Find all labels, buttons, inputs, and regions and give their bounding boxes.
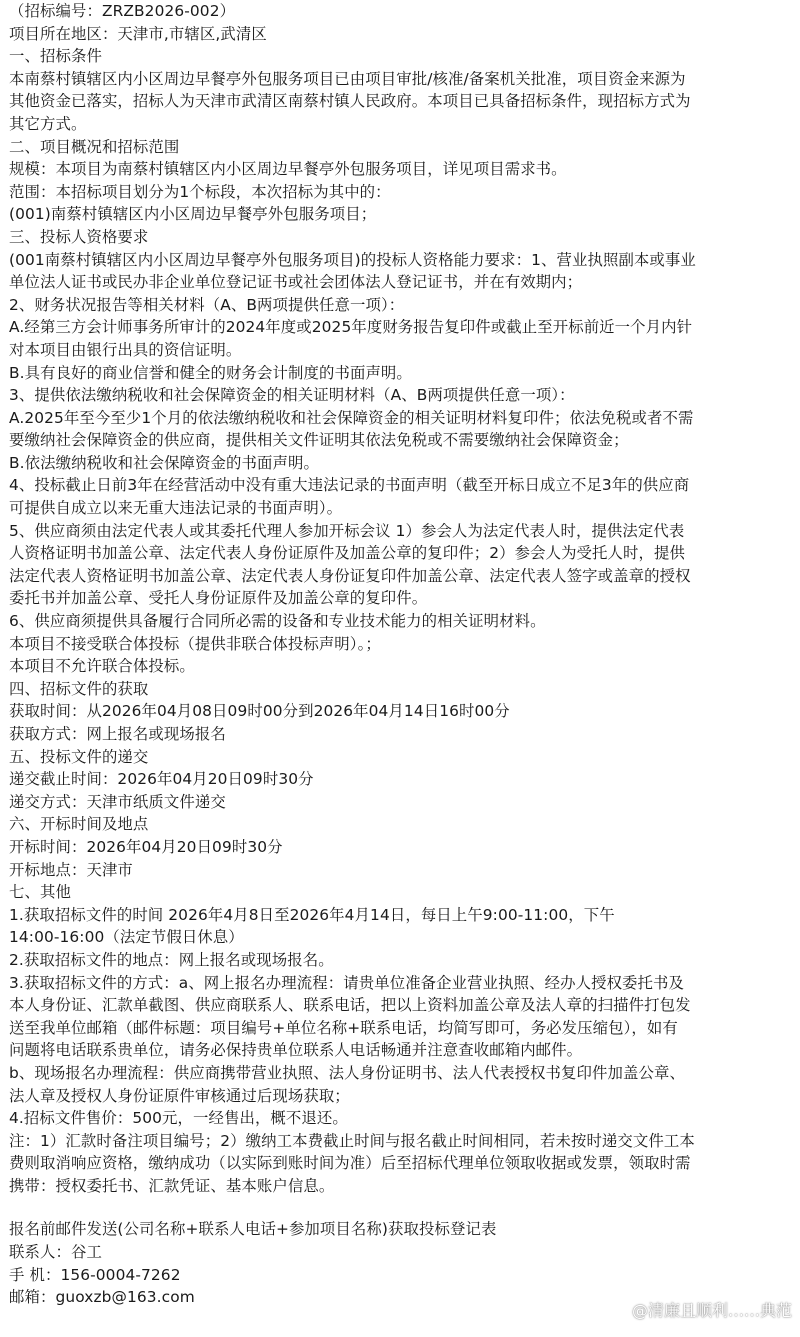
announcement-body <box>9 0 795 1197</box>
text-line: 递交截止时间：2026年04月20日09时30分 <box>9 770 314 789</box>
text-line: 委托书并加盖公章、受托人身份证原件及加盖公章的复印件。 <box>9 589 428 608</box>
text-line: 本南蔡村镇辖区内小区周边早餐亭外包服务项目已由项目审批/核准/备案机关批准，项目资金来源为 <box>9 69 686 88</box>
text-line: 其他资金已落实，招标人为天津市武清区南蔡村镇人民政府。本项目已具备招标条件，现招标方式为 <box>9 92 691 111</box>
text-line: 五、投标文件的递交 <box>9 747 149 766</box>
tender-announcement-document <box>9 0 795 1309</box>
text-line: 携带：授权委托书、汇款凭证、基本账户信息。 <box>9 1176 335 1195</box>
text-line: 二、项目概况和招标范围 <box>9 137 180 156</box>
text-line: 开标地点：天津市 <box>9 860 133 879</box>
contact-line: 手 机：156-0004-7262 <box>9 1265 181 1284</box>
contact-line: 邮箱：guoxzb@163.com <box>9 1288 195 1307</box>
text-line: 法定代表人资格证明书加盖公章、法定代表人身份证复印件加盖公章、法定代表人签字或盖章的授权 <box>9 566 691 585</box>
text-line: 获取时间：从2026年04月08日09时00分到2026年04月14日16时00分 <box>9 702 510 721</box>
text-line: （招标编号：ZRZB2026-002） <box>9 2 236 20</box>
text-line: 三、投标人资格要求 <box>9 227 149 246</box>
text-line: 6、供应商须提供具备履行合同所必需的设备和专业技术能力的相关证明材料。 <box>9 612 546 631</box>
text-line: A.经第三方会计师事务所审计的2024年度或2025年度财务报告复印件或截止至开标前近一个月内针 <box>9 318 693 337</box>
text-line: (001南蔡村镇辖区内小区周边早餐亭外包服务项目)的投标人资格能力要求：1、营业执照副本或事业 <box>9 250 696 269</box>
text-line: 2、财务状况报告等相关材料（A、B两项提供任意一项）： <box>9 295 405 314</box>
text-line: 规模：本项目为南蔡村镇辖区内小区周边早餐亭外包服务项目，详见项目需求书。 <box>9 160 567 179</box>
text-line: 要缴纳社会保障资金的供应商，提供相关文件证明其依法免税或不需要缴纳社会保障资金； <box>9 431 629 450</box>
text-line: (001)南蔡村镇辖区内小区周边早餐亭外包服务项目； <box>9 205 377 224</box>
text-line: 送至我单位邮箱（邮件标题：项目编号+单位名称+联系电话，均简写即可，务必发压缩包），如有 <box>9 1018 678 1037</box>
paragraph-gap <box>9 1197 795 1218</box>
text-line: 一、招标条件 <box>9 47 102 66</box>
text-line: 3.获取招标文件的方式：a、网上报名办理流程：请贵单位准备企业营业执照、经办人授权委托书及 <box>9 973 685 992</box>
text-line: 法人章及授权人身份证原件审核通过后现场获取； <box>9 1086 350 1105</box>
text-line: 5、供应商须由法定代表人或其委托代理人参加开标会议 1）参会人为法定代表人时，提供法定代表 <box>9 521 685 540</box>
text-line: 开标时间：2026年04月20日09时30分 <box>9 837 283 856</box>
text-line: 对本项目由银行出具的资信证明。 <box>9 340 242 359</box>
watermark-text: @清廉且顺利……典范 <box>631 1301 792 1320</box>
text-line: 其它方式。 <box>9 114 87 133</box>
text-line: 获取方式：网上报名或现场报名 <box>9 725 226 743</box>
contact-info-block <box>9 1218 795 1308</box>
contact-line: 报名前邮件发送(公司名称+联系人电话+参加项目名称)获取投标登记表 <box>9 1220 497 1239</box>
text-line: 4、投标截止日前3年在经营活动中没有重大违法记录的书面声明（截至开标日成立不足3年的供应商 <box>9 476 690 495</box>
text-line: 问题将电话联系贵单位，请务必保持贵单位联系人电话畅通并注意查收邮箱内邮件。 <box>9 1041 583 1060</box>
text-line: 项目所在地区：天津市,市辖区,武清区 <box>9 24 267 43</box>
text-line: 本项目不允许联合体投标。 <box>9 657 195 676</box>
text-line: b、现场报名办理流程：供应商携带营业执照、法人身份证明书、法人代表授权书复印件加盖公章、 <box>9 1063 685 1082</box>
text-line: A.2025年至今至少1个月的依法缴纳税收和社会保障资金的相关证明材料复印件；依法免税或者不需 <box>9 408 694 427</box>
text-line: B.依法缴纳税收和社会保障资金的书面声明。 <box>9 453 319 472</box>
text-line: 注：1）汇款时备注项目编号；2）缴纳工本费截止时间与报名截止时间相同，若未按时递交文件工本 <box>9 1131 695 1150</box>
text-line: 四、招标文件的获取 <box>9 679 149 698</box>
text-line: 人资格证明书加盖公章、法定代表人身份证原件及加盖公章的复印件；2）参会人为受托人时，提供 <box>9 544 685 563</box>
text-line: 七、其他 <box>9 883 71 902</box>
text-line: 4.招标文件售价：500元，一经售出，概不退还。 <box>9 1109 348 1128</box>
text-line: 范围：本招标项目划分为1个标段，本次招标为其中的： <box>9 182 391 201</box>
contact-line: 联系人：谷工 <box>9 1243 102 1262</box>
text-line: 本人身份证、汇款单截图、供应商联系人、联系电话，把以上资料加盖公章及法人章的扫描件打包发 <box>9 996 691 1015</box>
text-line: 3、提供依法缴纳税收和社会保障资金的相关证明材料（A、B两项提供任意一项）： <box>9 386 575 405</box>
text-line: 递交方式：天津市纸质文件递交 <box>9 792 226 811</box>
text-line: 1.获取招标文件的时间 2026年4月8日至2026年4月14日，每日上午9:00-11:00，下午 <box>9 905 615 924</box>
text-line: 六、开标时间及地点 <box>9 815 149 834</box>
text-line: 单位法人证书或民办非企业单位登记证书或社会团体法人登记证书，并在有效期内； <box>9 273 583 292</box>
text-line: B.具有良好的商业信誉和健全的财务会计制度的书面声明。 <box>9 363 412 382</box>
text-line: 14:00-16:00（法定节假日休息） <box>9 928 244 947</box>
text-line: 本项目不接受联合体投标（提供非联合体投标声明）。； <box>9 634 381 653</box>
text-line: 可提供自成立以来无重大违法记录的书面声明）。 <box>9 499 343 518</box>
text-line: 费则取消响应资格，缴纳成功（以实际到账时间为准）后至招标代理单位领取收据或发票，领取时需 <box>9 1154 691 1173</box>
text-line: 2.获取招标文件的地点：网上报名或现场报名。 <box>9 950 334 969</box>
